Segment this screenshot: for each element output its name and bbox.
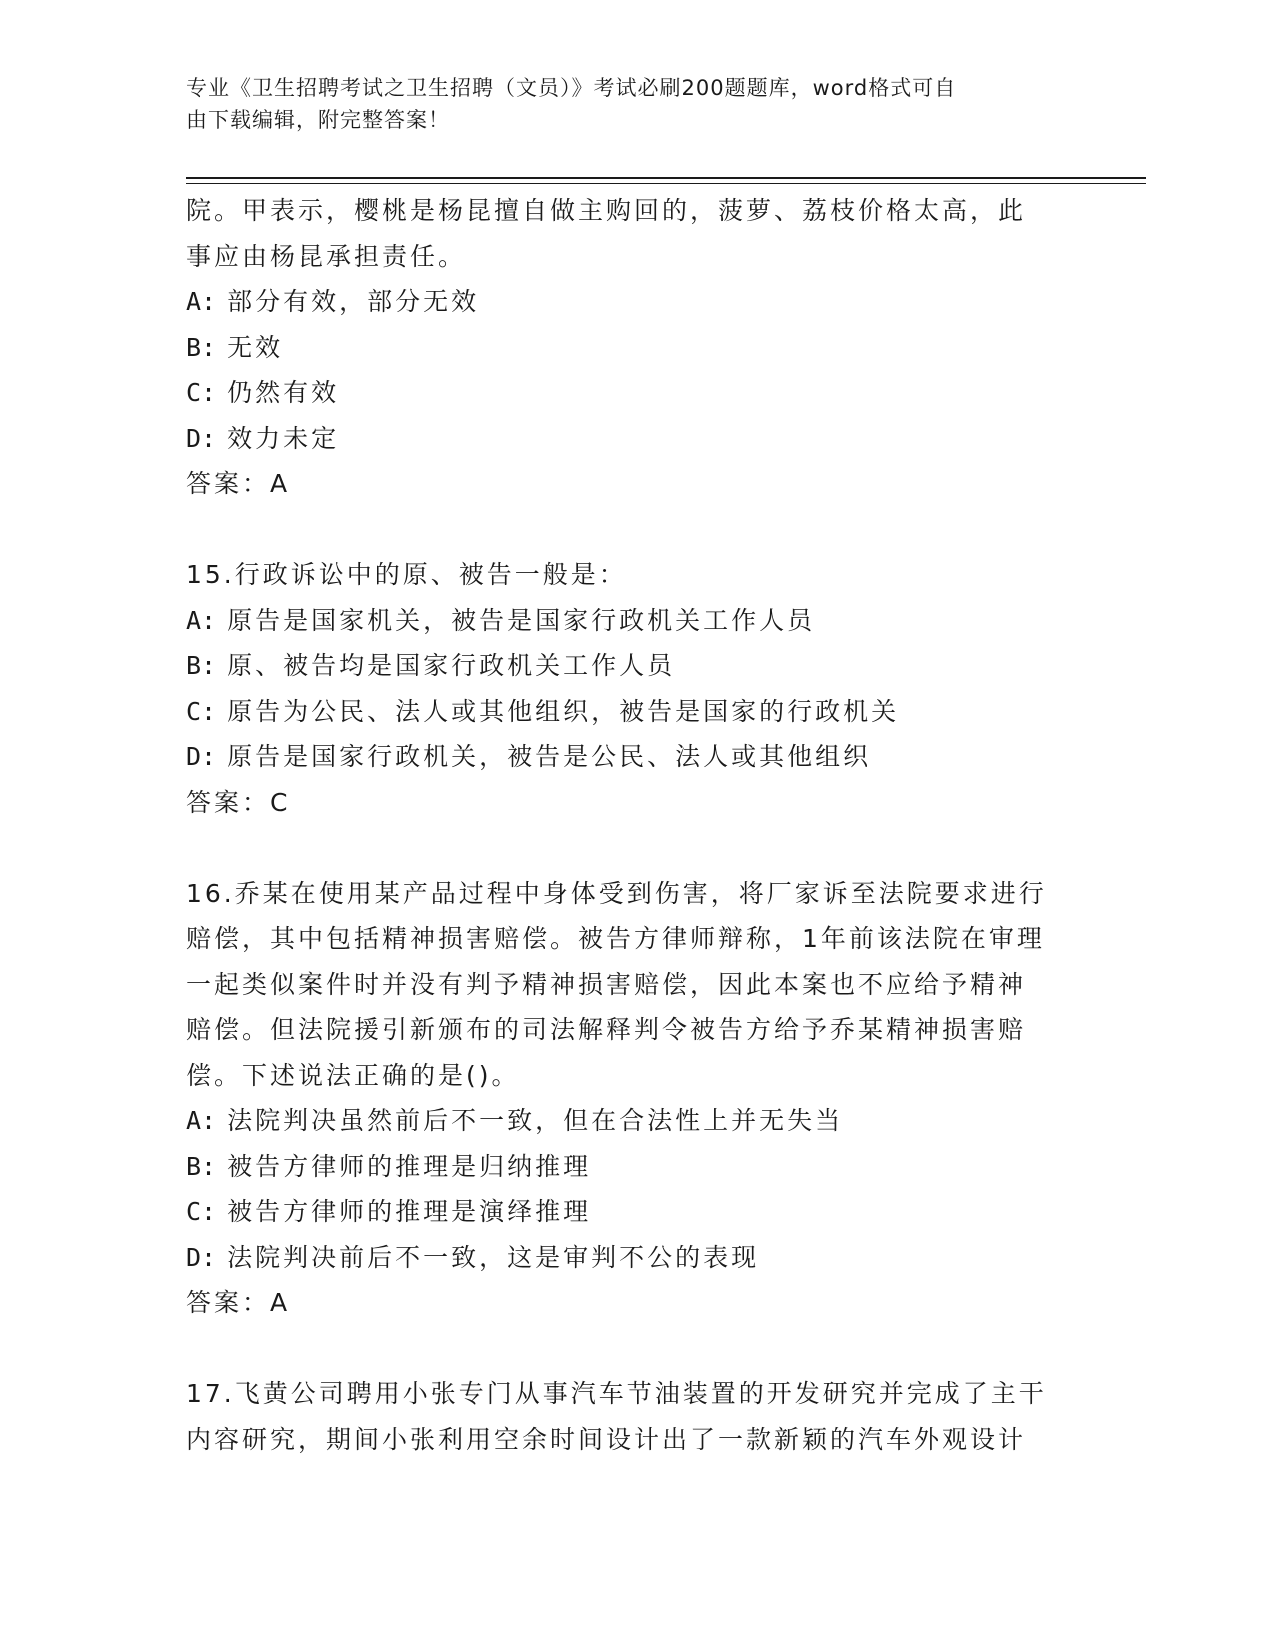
option-letter: B: <box>186 651 217 680</box>
option-letter: A: <box>186 1106 217 1135</box>
option-c <box>186 370 1086 416</box>
option-letter: D: <box>186 423 217 453</box>
option-text: 原、被告均是国家行政机关工作人员 <box>227 651 676 680</box>
option-text: 原告是国家行政机关，被告是公民、法人或其他组织 <box>227 742 872 771</box>
option-letter: A: <box>186 287 217 316</box>
option-text: 原告为公民、法人或其他组织，被告是国家的行政机关 <box>227 696 900 726</box>
document-body <box>186 188 1086 1462</box>
answer: 答案：C <box>186 787 291 817</box>
option-text: 被告方律师的推理是归纳推理 <box>227 1151 592 1181</box>
option-letter: B: <box>186 332 217 362</box>
header-line-2: 由下载编辑，附完整答案！ <box>186 108 450 132</box>
option-letter: C: <box>186 378 217 407</box>
question-stem-line: 赔偿，其中包括精神损害赔偿。被告方律师辩称，1年前该法院在审理 <box>186 924 1045 953</box>
option-c <box>186 1189 1086 1235</box>
option-b <box>186 643 1086 689</box>
option-letter: D: <box>186 1242 217 1272</box>
header-rule-thin <box>186 183 1146 184</box>
question-stem-line: 事应由杨昆承担责任。 <box>186 241 467 271</box>
answer: 答案：A <box>186 1288 291 1317</box>
question-17 <box>186 1371 1086 1462</box>
option-letter: C: <box>186 1197 217 1226</box>
option-d <box>186 416 1086 462</box>
option-text: 部分有效，部分无效 <box>227 287 480 316</box>
question-15 <box>186 552 1086 825</box>
option-a <box>186 598 1086 644</box>
option-text: 法院判决前后不一致，这是审判不公的表现 <box>227 1242 760 1272</box>
question-stem-line: 16.乔某在使用某产品过程中身体受到伤害，将厂家诉至法院要求进行 <box>186 878 1047 908</box>
question-stem-line: 17.飞黄公司聘用小张专门从事汽车节油装置的开发研究并完成了主干 <box>186 1379 1047 1408</box>
option-b <box>186 1144 1086 1190</box>
option-text: 原告是国家机关，被告是国家行政机关工作人员 <box>227 605 816 635</box>
option-text: 效力未定 <box>227 423 340 453</box>
question-stem-line: 偿。下述说法正确的是()。 <box>186 1060 520 1090</box>
option-letter: C: <box>186 696 217 726</box>
question-stem-line: 院。甲表示，樱桃是杨昆擅自做主购回的，菠萝、荔枝价格太高，此 <box>186 196 1027 225</box>
option-text: 仍然有效 <box>227 378 340 407</box>
answer: 答案：A <box>186 469 291 498</box>
option-letter: D: <box>186 742 217 771</box>
option-d <box>186 1235 1086 1281</box>
option-a <box>186 1098 1086 1144</box>
header-line-1: 专业《卫生招聘考试之卫生招聘（文员）》考试必刷200题题库，word格式可自 <box>186 76 957 100</box>
option-text: 被告方律师的推理是演绎推理 <box>227 1197 592 1226</box>
question-14 <box>186 188 1086 507</box>
question-stem-line: 内容研究，期间小张利用空余时间设计出了一款新颖的汽车外观设计 <box>186 1424 1027 1454</box>
option-a <box>186 279 1086 325</box>
option-letter: A: <box>186 605 217 635</box>
header-rule-thick <box>186 177 1146 179</box>
option-letter: B: <box>186 1151 217 1181</box>
option-text: 无效 <box>227 332 284 362</box>
option-c <box>186 689 1086 735</box>
option-b <box>186 325 1086 371</box>
document-header <box>186 72 1066 136</box>
question-16 <box>186 871 1086 1326</box>
option-d <box>186 734 1086 780</box>
question-stem-line: 一起类似案件时并没有判予精神损害赔偿，因此本案也不应给予精神 <box>186 969 1027 999</box>
option-text: 法院判决虽然前后不一致，但在合法性上并无失当 <box>227 1106 844 1135</box>
question-stem-line: 赔偿。但法院援引新颁布的司法解释判令被告方给予乔某精神损害赔 <box>186 1015 1027 1044</box>
question-stem: 15.行政诉讼中的原、被告一般是： <box>186 560 627 589</box>
